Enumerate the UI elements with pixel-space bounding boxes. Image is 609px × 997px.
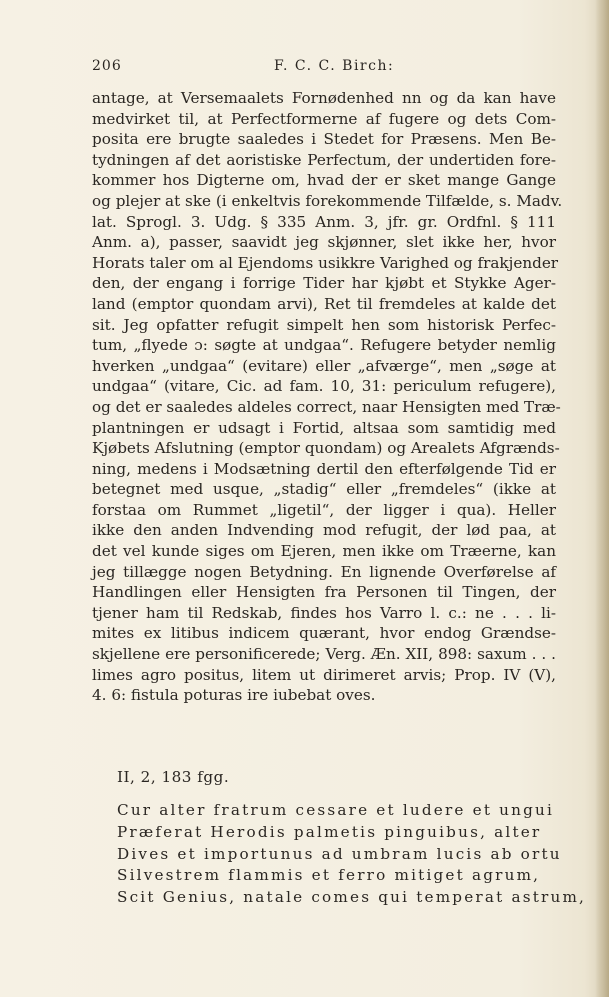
text-line: jeg tillægge nogen Betydning. En lignende Overførelse af bbox=[92, 562, 556, 581]
page-number: 206 bbox=[92, 58, 122, 74]
text-line: tum, „flyede ɔ: søgte at undgaa“. Refugere betyder nemlig bbox=[92, 336, 556, 355]
latin-verse-block bbox=[117, 800, 587, 909]
verse-citation: II, 2, 183 fgg. bbox=[117, 768, 230, 786]
text-line: sit. Jeg opfatter refugit simpelt hen som historisk Perfec- bbox=[92, 315, 556, 334]
text-line: antage, at Versemaalets Fornødenhed nn og da kan have bbox=[92, 89, 556, 107]
verse-line: Scit Genius, natale comes qui temperat astrum, bbox=[117, 888, 587, 907]
text-line: tydningen af det aoristiske Perfectum, der undertiden fore- bbox=[92, 150, 556, 169]
text-line: undgaa“ (vitare, Cic. ad fam. 10, 31: periculum refugere), bbox=[92, 377, 556, 396]
text-line: Anm. a), passer, saavidt jeg skjønner, slet ikke her, hvor bbox=[92, 233, 556, 252]
text-line: og plejer at ske (i enkeltvis forekommende Tilfælde, s. Madv. bbox=[92, 191, 563, 210]
text-line: det vel kunde siges om Ejeren, men ikke om Træerne, kan bbox=[92, 542, 556, 561]
page-header bbox=[92, 58, 556, 80]
text-line-final: 4. 6: fistula poturas ire iubebat oves. bbox=[92, 686, 376, 705]
text-line: forstaa om Rummet „ligetil“, der ligger i qua). Heller bbox=[92, 500, 556, 519]
running-head: F. C. C. Birch: bbox=[274, 58, 395, 74]
verse-line: Præferat Herodis palmetis pinguibus, alter bbox=[117, 822, 542, 841]
page-gutter-shadow bbox=[595, 0, 609, 997]
text-line: Kjøbets Afslutning (emptor quondam) og Arealets Afgrænds- bbox=[92, 439, 560, 458]
body-paragraph bbox=[92, 88, 563, 706]
verse-line: Dives et importunus ad umbram lucis ab ortu bbox=[117, 844, 562, 863]
text-line: posita ere brugte saaledes i Stedet for Præsens. Men Be- bbox=[92, 130, 556, 149]
text-line: Handlingen eller Hensigten fra Personen til Tingen, der bbox=[92, 583, 556, 602]
text-line: ning, medens i Modsætning dertil den efterfølgende Tid er bbox=[92, 459, 556, 478]
text-line: kommer hos Digterne om, hvad der er sket mange Gange bbox=[92, 171, 556, 190]
verse-line: Silvestrem flammis et ferro mitiget agrum, bbox=[117, 866, 541, 885]
text-line: den, der engang i forrige Tider har kjøbt et Stykke Ager- bbox=[92, 274, 556, 293]
text-line: skjellene ere personificerede; Verg. Æn. XII, 898: saxum . . . bbox=[92, 645, 556, 664]
text-line: og det er saaledes aldeles correct, naar Hensigten med Træ- bbox=[92, 397, 561, 416]
text-line: limes agro positus, litem ut dirimeret arvis; Prop. IV (V), bbox=[92, 665, 556, 684]
text-line: medvirket til, at Perfectformerne af fugere og dets Com- bbox=[92, 109, 556, 128]
text-line: lat. Sprogl. 3. Udg. § 335 Anm. 3, jfr. gr. Ordfnl. § 111 bbox=[92, 212, 556, 231]
text-line: plantningen er udsagt i Fortid, altsaa som samtidig med bbox=[92, 418, 556, 437]
text-line: ikke den anden Indvending mod refugit, der lød paa, at bbox=[92, 521, 556, 540]
text-line: tjener ham til Redskab, findes hos Varro l. c.: ne . . . li- bbox=[92, 603, 556, 622]
text-line: Horats taler om al Ejendoms usikkre Varighed og frakjender bbox=[92, 253, 559, 272]
text-line: land (emptor quondam arvi), Ret til fremdeles at kalde det bbox=[92, 294, 556, 313]
text-line: hverken „undgaa“ (evitare) eller „afværge“, men „søge at bbox=[92, 356, 556, 375]
text-line: betegnet med usque, „stadig“ eller „fremdeles“ (ikke at bbox=[92, 480, 556, 499]
text-line: mites ex litibus indicem quærant, hvor endog Grændse- bbox=[92, 624, 556, 643]
verse-line: Cur alter fratrum cessare et ludere et ungui bbox=[117, 801, 555, 819]
